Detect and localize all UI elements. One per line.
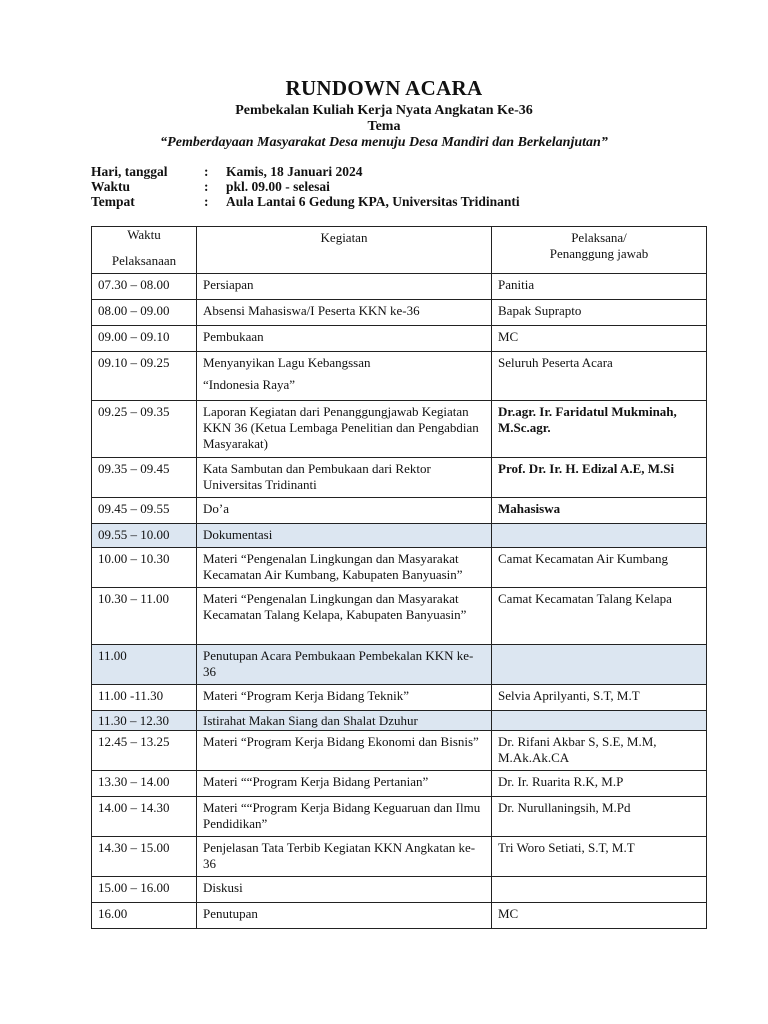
row-activity: Kata Sambutan dan Pembukaan dari Rektor Universitas Tridinanti [197, 458, 492, 498]
row-activity: Diskusi [197, 877, 492, 903]
row-activity-line2: “Indonesia Raya” [203, 377, 296, 392]
row-activity-line1: Menyanyikan Lagu Kebangssan [203, 355, 371, 370]
header-pelaksana-line1: Pelaksana/ [571, 230, 627, 245]
info-colon: : [204, 179, 209, 194]
info-label: Tempat [91, 194, 135, 209]
row-time: 10.30 – 11.00 [92, 588, 197, 645]
row-time: 09.45 – 09.55 [92, 498, 197, 524]
row-activity: Istirahat Makan Siang dan Shalat Dzuhur [197, 711, 492, 731]
info-label: Hari, tanggal [91, 164, 168, 179]
row-activity: Pembukaan [197, 326, 492, 352]
row-activity: Persiapan [197, 274, 492, 300]
row-activity: Dokumentasi [197, 524, 492, 548]
row-time: 11.00 [92, 645, 197, 685]
row-activity: Absensi Mahasiswa/I Peserta KKN ke-36 [197, 300, 492, 326]
row-time: 11.30 – 12.30 [92, 711, 197, 731]
table-row [92, 877, 707, 903]
table-row [92, 524, 707, 548]
row-activity: Penutupan [197, 903, 492, 929]
table-row [92, 498, 707, 524]
info-colon: : [204, 164, 209, 179]
row-pic: MC [492, 903, 707, 929]
rundown-table [91, 226, 707, 929]
document-subtitle: Pembekalan Kuliah Kerja Nyata Angkatan Ke-36 [235, 103, 533, 118]
table-row [92, 458, 707, 498]
row-time: 14.00 – 14.30 [92, 797, 197, 837]
row-time: 08.00 – 09.00 [92, 300, 197, 326]
table-row [92, 645, 707, 685]
row-pic: Panitia [492, 274, 707, 300]
row-activity: Materi “Pengenalan Lingkungan dan Masyarakat Kecamatan Air Kumbang, Kabupaten Banyuasin” [197, 548, 492, 588]
row-activity: Materi “Program Kerja Bidang Ekonomi dan Bisnis” [197, 731, 492, 771]
table-row [92, 401, 707, 458]
row-time: 09.35 – 09.45 [92, 458, 197, 498]
row-pic [492, 645, 707, 685]
info-row-date [91, 164, 520, 179]
row-pic: Dr.agr. Ir. Faridatul Mukminah, M.Sc.agr. [492, 401, 707, 458]
table-row [92, 837, 707, 877]
row-time: 14.30 – 15.00 [92, 837, 197, 877]
row-activity: Laporan Kegiatan dari Penanggungjawab Kegiatan KKN 36 (Ketua Lembaga Penelitian dan Pengabdian Masyarakat) [197, 401, 492, 458]
row-activity: Penutupan Acara Pembukaan Pembekalan KKN ke-36 [197, 645, 492, 685]
row-time: 10.00 – 10.30 [92, 548, 197, 588]
row-activity: Materi ““Program Kerja Bidang Keguaruan dan Ilmu Pendidikan” [197, 797, 492, 837]
info-row-place [91, 194, 520, 209]
row-time: 11.00 -11.30 [92, 685, 197, 711]
table-row [92, 352, 707, 401]
document-title: RUNDOWN ACARA [285, 76, 483, 100]
info-label: Waktu [91, 179, 131, 194]
tema-text: “Pemberdayaan Masyarakat Desa menuju Desa Mandiri dan Berkelanjutan” [160, 135, 608, 150]
table-row [92, 300, 707, 326]
info-value: Kamis, 18 Januari 2024 [226, 164, 363, 179]
event-info [91, 164, 520, 209]
header-pelaksana-line2: Penanggung jawab [549, 246, 649, 261]
header-kegiatan: Kegiatan [197, 227, 492, 274]
row-activity [197, 352, 492, 401]
row-pic: MC [492, 326, 707, 352]
row-activity: Penjelasan Tata Terbib Kegiatan KKN Angkatan ke-36 [197, 837, 492, 877]
table-row [92, 711, 707, 731]
table-row [92, 771, 707, 797]
table-row [92, 731, 707, 771]
row-activity: Do’a [197, 498, 492, 524]
row-time: 15.00 – 16.00 [92, 877, 197, 903]
info-value: Aula Lantai 6 Gedung KPA, Universitas Tridinanti [226, 194, 520, 209]
table-row [92, 588, 707, 645]
row-time: 09.00 – 09.10 [92, 326, 197, 352]
table-header-row [92, 227, 707, 274]
row-pic: Tri Woro Setiati, S.T, M.T [492, 837, 707, 877]
table-row [92, 274, 707, 300]
header-waktu-line1: Waktu [127, 227, 161, 242]
row-time: 09.10 – 09.25 [92, 352, 197, 401]
row-activity: Materi “Pengenalan Lingkungan dan Masyarakat Kecamatan Talang Kelapa, Kabupaten Banyuasin” [197, 588, 492, 645]
info-row-time [91, 179, 520, 194]
table-row [92, 685, 707, 711]
row-pic: Dr. Ir. Ruarita R.K, M.P [492, 771, 707, 797]
row-pic: Prof. Dr. Ir. H. Edizal A.E, M.Si [492, 458, 707, 498]
row-time: 09.55 – 10.00 [92, 524, 197, 548]
row-pic [492, 711, 707, 731]
table-row [92, 797, 707, 837]
row-pic: Mahasiswa [492, 498, 707, 524]
row-pic: Camat Kecamatan Air Kumbang [492, 548, 707, 588]
row-activity: Materi ““Program Kerja Bidang Pertanian” [197, 771, 492, 797]
row-pic [492, 877, 707, 903]
table-row [92, 326, 707, 352]
row-pic: Dr. Rifani Akbar S, S.E, M.M, M.Ak.Ak.CA [492, 731, 707, 771]
row-time: 09.25 – 09.35 [92, 401, 197, 458]
table-row [92, 903, 707, 929]
row-time: 13.30 – 14.00 [92, 771, 197, 797]
row-pic: Selvia Aprilyanti, S.T, M.T [492, 685, 707, 711]
row-pic: Seluruh Peserta Acara [492, 352, 707, 401]
row-time: 07.30 – 08.00 [92, 274, 197, 300]
header-waktu-line2: Pelaksanaan [111, 253, 177, 268]
row-pic: Camat Kecamatan Talang Kelapa [492, 588, 707, 645]
row-activity: Materi “Program Kerja Bidang Teknik” [197, 685, 492, 711]
row-time: 12.45 – 13.25 [92, 731, 197, 771]
info-value: pkl. 09.00 - selesai [226, 179, 330, 194]
row-time: 16.00 [92, 903, 197, 929]
row-pic: Dr. Nurullaningsih, M.Pd [492, 797, 707, 837]
table-row [92, 548, 707, 588]
tema-label: Tema [367, 119, 401, 134]
row-pic: Bapak Suprapto [492, 300, 707, 326]
row-pic [492, 524, 707, 548]
info-colon: : [204, 194, 209, 209]
header-waktu [92, 227, 197, 274]
header-pelaksana [492, 227, 707, 274]
